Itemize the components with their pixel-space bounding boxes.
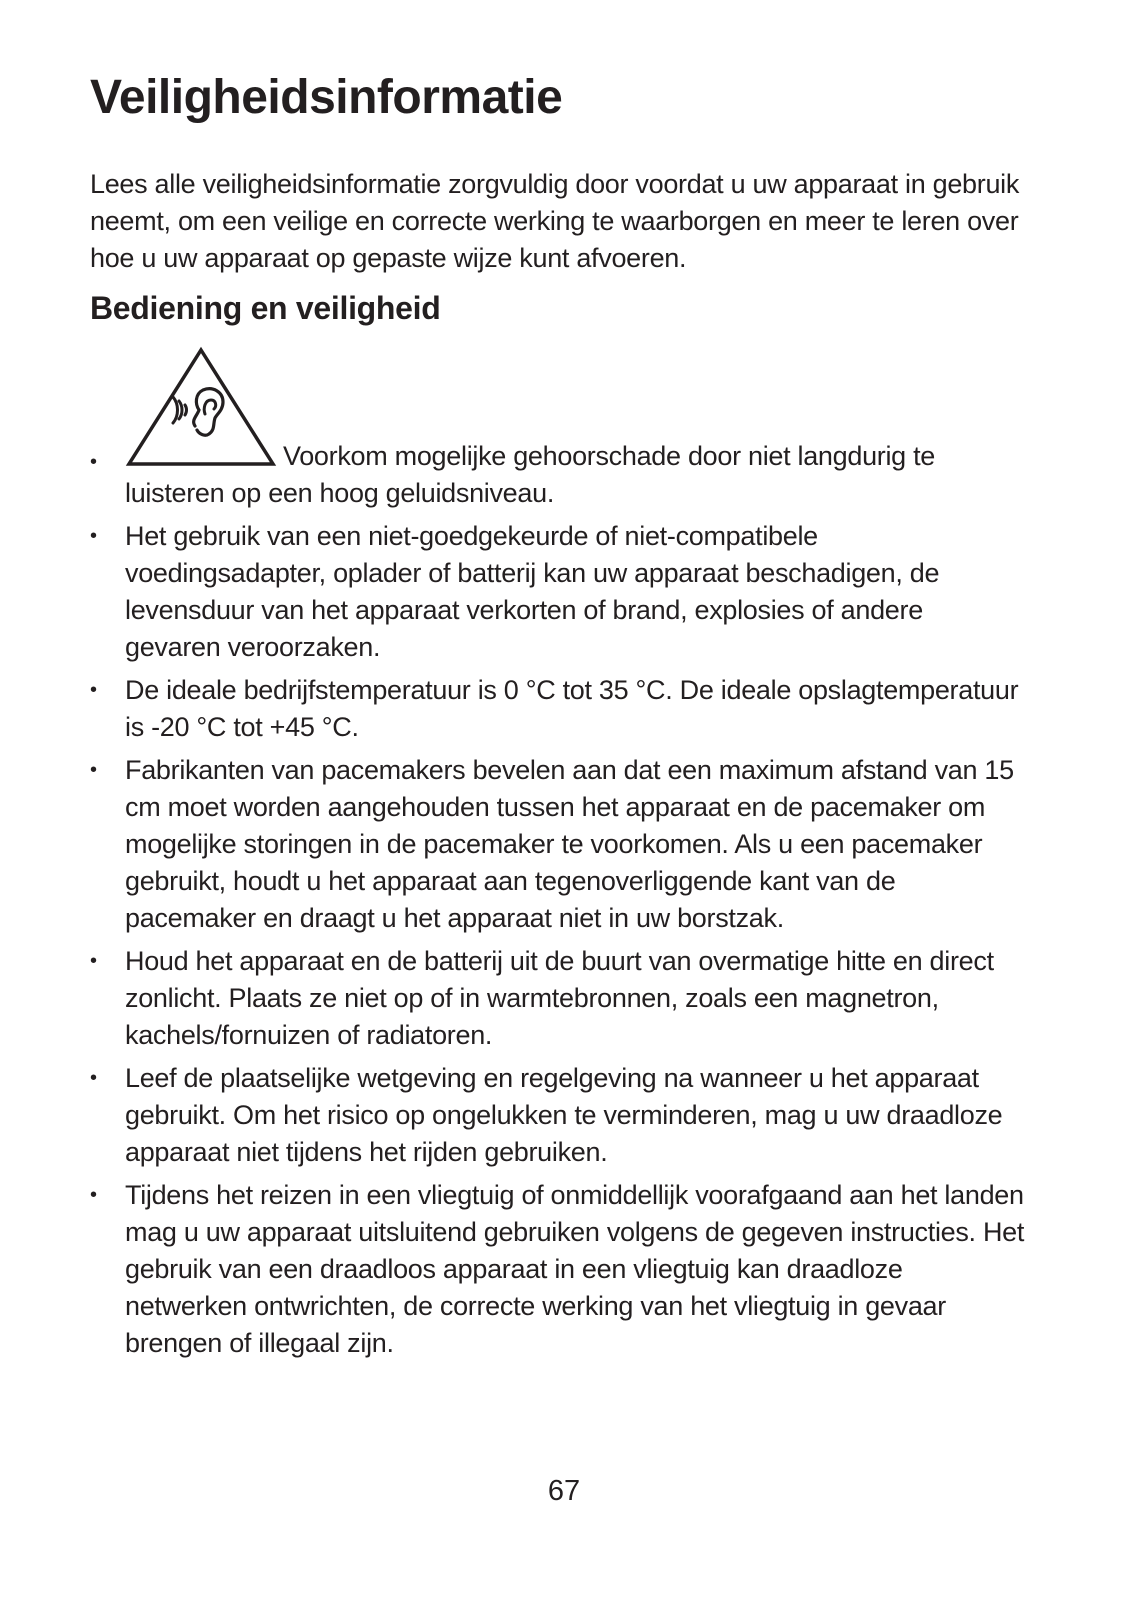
bullet: • [90,679,97,701]
list-item [90,346,1025,512]
list-item-text: De ideale bedrijfstemperatuur is 0 °C tot 35 °C. De ideale opslagtemperatuur is -20 °C tot +45 °C. [125,675,1019,742]
bullet: • [90,525,97,547]
list-item-text: Houd het apparaat en de batterij uit de buurt van overmatige hitte en direct zonlicht. Plaats ze niet op of in warmtebronnen, zoals een magnetron, kachels/fornuizen of radiatoren. [125,946,994,1050]
list-item-text: Tijdens het reizen in een vliegtuig of onmiddellijk voorafgaand aan het landen mag u uw apparaat uitsluitend gebruiken volgens de gegeven instructies. Het gebruik van een draadloos apparaat in een vliegtuig kan draadloze netwerken ontwrichten, de correcte werking van het vliegtuig in gevaar brengen of illegaal zijn. [125,1180,1025,1358]
list-item [90,1060,1025,1171]
hearing-damage-warning-icon [125,346,277,468]
list-item-text: Het gebruik van een niet-goedgekeurde of niet-compatibele voedingsadapter, oplader of batterij kan uw apparaat beschadigen, de levensduur van het apparaat verkorten of brand, explosies of andere gevaren veroorzaken. [125,521,940,662]
list-item [90,672,1025,746]
safety-list [90,346,1025,1368]
page-title: Veiligheidsinformatie [90,71,563,124]
list-item [90,1177,1025,1362]
bullet: • [90,1184,97,1206]
list-item-text: Voorkom mogelijke gehoorschade door niet langdurig te luisteren op een hoog geluidsniveau. [125,441,936,508]
bullet: • [90,451,97,473]
bullet: • [90,1067,97,1089]
bullet: • [90,759,97,781]
intro-paragraph: Lees alle veiligheidsinformatie zorgvuldig door voordat u uw apparaat in gebruik neemt, om een veilige en correcte werking te waarborgen en meer te leren over hoe u uw apparaat op gepaste wijze kunt afvoeren. [90,169,1020,273]
list-item [90,943,1025,1054]
section-heading: Bediening en veiligheid [90,290,441,326]
bullet: • [90,950,97,972]
list-item-text: Fabrikanten van pacemakers bevelen aan dat een maximum afstand van 15 cm moet worden aangehouden tussen het apparaat en de pacemaker om mogelijke storingen in de pacemaker te voorkomen. Als u een pacemaker gebruikt, houdt u het apparaat aan tegenoverliggende kant van de pacemaker en draagt u het apparaat niet in uw borstzak. [125,755,1014,933]
list-item-text: Leef de plaatselijke wetgeving en regelgeving na wanneer u het apparaat gebruikt. Om het risico op ongelukken te verminderen, mag u uw draadloze apparaat niet tijdens het rijden gebruiken. [125,1063,1003,1167]
list-item [90,518,1025,666]
page-number: 67 [547,1475,581,1507]
list-item [90,752,1025,937]
